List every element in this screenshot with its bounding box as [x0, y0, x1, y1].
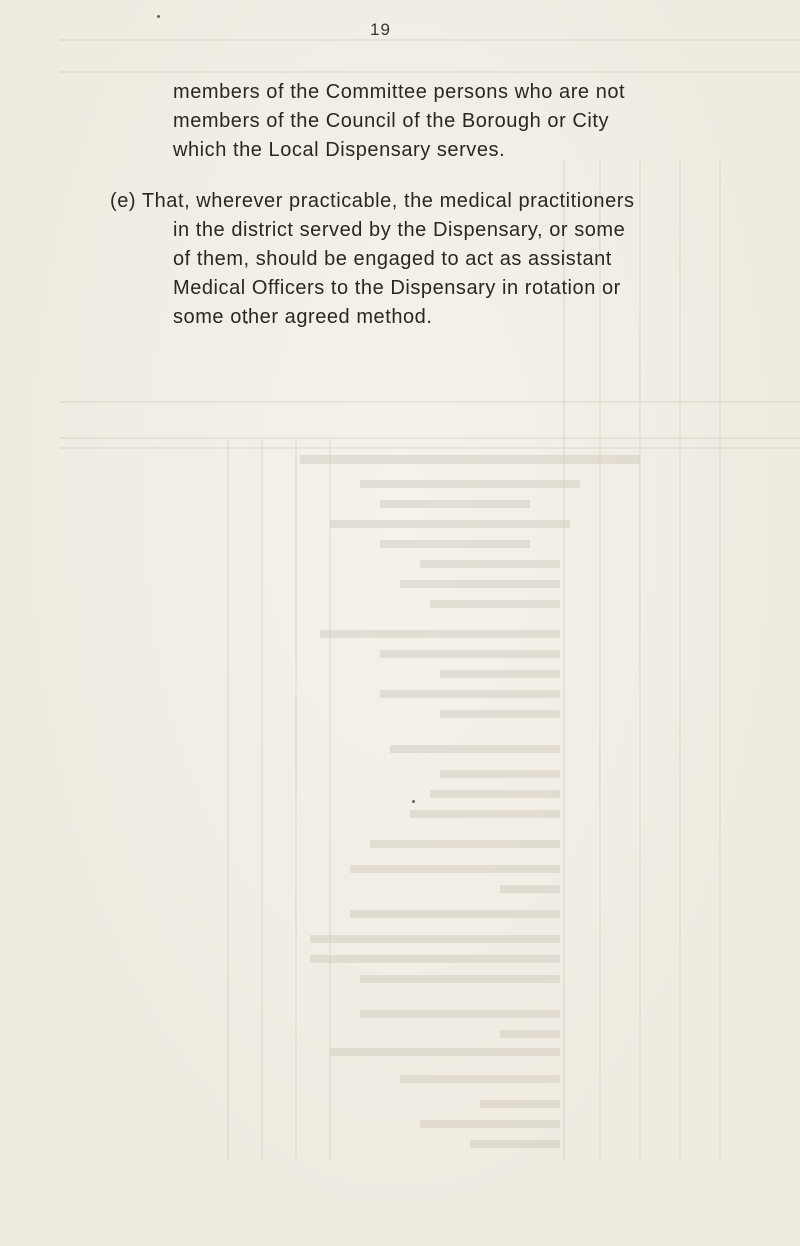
- text-line: of them, should be engaged to act as assistant: [173, 248, 612, 270]
- text-line: [110, 187, 690, 216]
- text-line-content: members of the Council of the Borough or City: [173, 110, 610, 132]
- text-line: some other agreed method.: [173, 306, 433, 328]
- text-line: [110, 107, 690, 136]
- item-marker: (e): [110, 190, 137, 212]
- text-line: in the district served by the Dispensary, or some: [173, 219, 626, 241]
- text-line: Medical Officers to the Dispensary in rotation or: [173, 277, 621, 299]
- page-number: 19: [370, 20, 391, 39]
- text-line-content: That, wherever practicable, the medical practitioners: [141, 190, 635, 212]
- paragraph-continuation: [110, 78, 690, 165]
- ink-speck: [157, 15, 160, 18]
- list-item-e: [110, 187, 690, 332]
- paragraph-gap: [110, 165, 690, 187]
- ink-speck: [412, 800, 415, 803]
- body-text: [110, 78, 690, 332]
- text-line: [110, 78, 690, 107]
- text-line-content: members of the Committee persons who are not: [173, 81, 626, 103]
- text-line: which the Local Dispensary serves.: [173, 139, 506, 161]
